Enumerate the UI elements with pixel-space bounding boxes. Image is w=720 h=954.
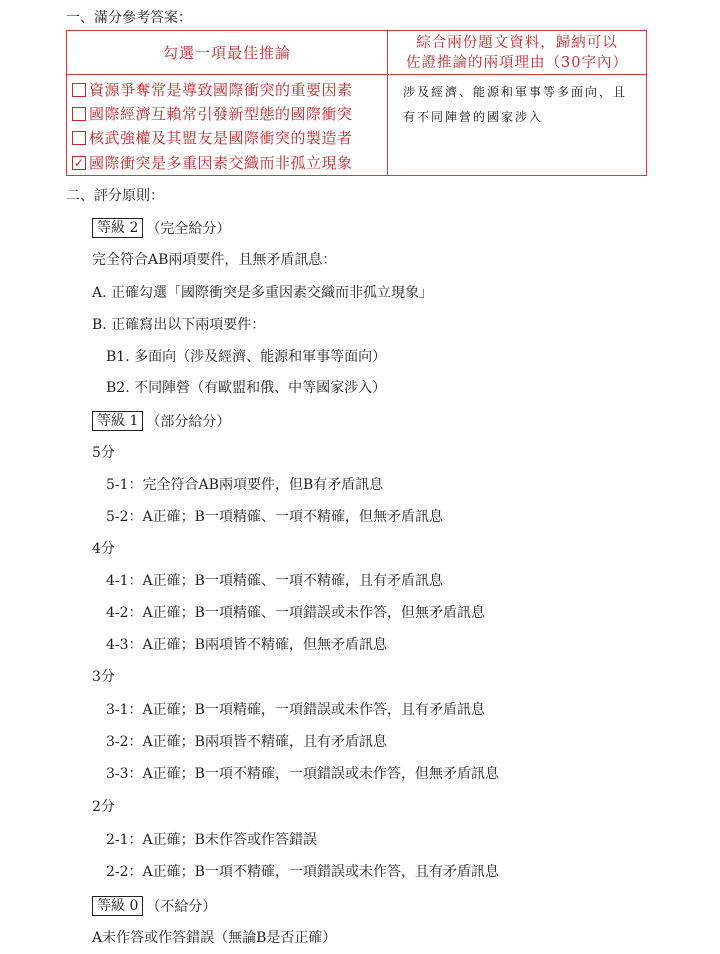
criterion-4-3: 4-3：A正確；B兩項皆不精確，但無矛盾訊息: [106, 637, 387, 653]
grade-1-label: （部分給分）: [146, 414, 231, 430]
grade-2-item-b1: B1. 多面向（涉及經濟、能源和軍事等面向）: [106, 349, 387, 365]
option-label: 資源爭奪常是導致國際衝突的重要因素: [89, 81, 353, 99]
grade-0-label: （不給分）: [146, 899, 217, 915]
option-2[interactable]: [72, 103, 353, 124]
criterion-4-2: 4-2：A正確；B一項精確、一項錯誤或未作答，但無矛盾訊息: [106, 605, 485, 621]
option-1[interactable]: [72, 79, 353, 100]
checkbox-icon[interactable]: [72, 107, 86, 121]
criterion-3-1: 3-1：A正確；B一項精確，一項錯誤或未作答，且有矛盾訊息: [106, 702, 485, 718]
header-reasons-line1: 綜合兩份題文資料，歸納可以: [416, 34, 618, 51]
table-divider-horizontal: [67, 74, 646, 75]
grade-0-header: [92, 896, 216, 916]
reason-line-2: 有不同陣營的國家涉入: [403, 110, 544, 124]
header-reasons-line2: 佐證推論的兩項理由（30字內）: [406, 54, 628, 71]
grade-2-box: 等級 2: [92, 218, 143, 238]
grade-2-label: （完全給分）: [146, 221, 231, 237]
criterion-5-2: 5-2：A正確；B一項精確、一項不精確，但無矛盾訊息: [106, 509, 443, 525]
grade-2-item-a: A. 正確勾選「國際衝突是多重因素交織而非孤立現象」: [92, 285, 434, 301]
criterion-2-1: 2-1：A正確；B未作答或作答錯誤: [106, 832, 317, 848]
grade-1-box: 等級 1: [92, 411, 143, 431]
grade-2-item-b2: B2. 不同陣營（有歐盟和俄、中等國家涉入）: [106, 380, 387, 396]
grade-0-desc: A未作答或作答錯誤（無論B是否正確）: [92, 930, 337, 946]
score-4-heading: 4分: [92, 541, 115, 557]
option-label: 核武強權及其盟友是國際衝突的製造者: [89, 129, 353, 147]
score-2-heading: 2分: [92, 799, 115, 815]
score-5-heading: 5分: [92, 445, 115, 461]
option-3[interactable]: [72, 127, 353, 148]
reason-line-1: 涉及經濟、能源和軍事等多面向，且: [403, 85, 628, 99]
criterion-4-1: 4-1：A正確；B一項精確、一項不精確，且有矛盾訊息: [106, 573, 443, 589]
criterion-3-2: 3-2：A正確；B兩項皆不精確，且有矛盾訊息: [106, 734, 387, 750]
grade-0-box: 等級 0: [92, 896, 143, 916]
criterion-5-1: 5-1：完全符合AB兩項要件，但B有矛盾訊息: [106, 477, 384, 493]
checkbox-icon[interactable]: [72, 83, 86, 97]
checkbox-icon[interactable]: [72, 131, 86, 145]
criterion-2-2: 2-2：A正確；B一項不精確，一項錯誤或未作答，且有矛盾訊息: [106, 864, 499, 880]
grade-2-item-b: B. 正確寫出以下兩項要件：: [92, 317, 266, 333]
header-reasons: [388, 31, 646, 74]
option-label: 國際經濟互賴常引發新型態的國際衝突: [89, 105, 353, 123]
section2-heading: 二、評分原則：: [66, 188, 164, 204]
criterion-3-3: 3-3：A正確；B一項不精確，一項錯誤或未作答，但無矛盾訊息: [106, 766, 499, 782]
section1-heading: 一、滿分參考答案：: [66, 10, 192, 26]
answer-table: [66, 30, 647, 176]
checkbox-checked-icon[interactable]: ✓: [73, 155, 85, 170]
option-label: 國際衝突是多重因素交織而非孤立現象: [89, 154, 353, 172]
grade-1-header: [92, 411, 230, 431]
score-3-heading: 3分: [92, 669, 115, 685]
grade-2-header: [92, 218, 230, 238]
grade-2-intro: 完全符合AB兩項要件，且無矛盾訊息：: [92, 252, 337, 268]
header-best-inference: 勾選一項最佳推論: [162, 44, 291, 62]
option-4[interactable]: [72, 152, 353, 173]
